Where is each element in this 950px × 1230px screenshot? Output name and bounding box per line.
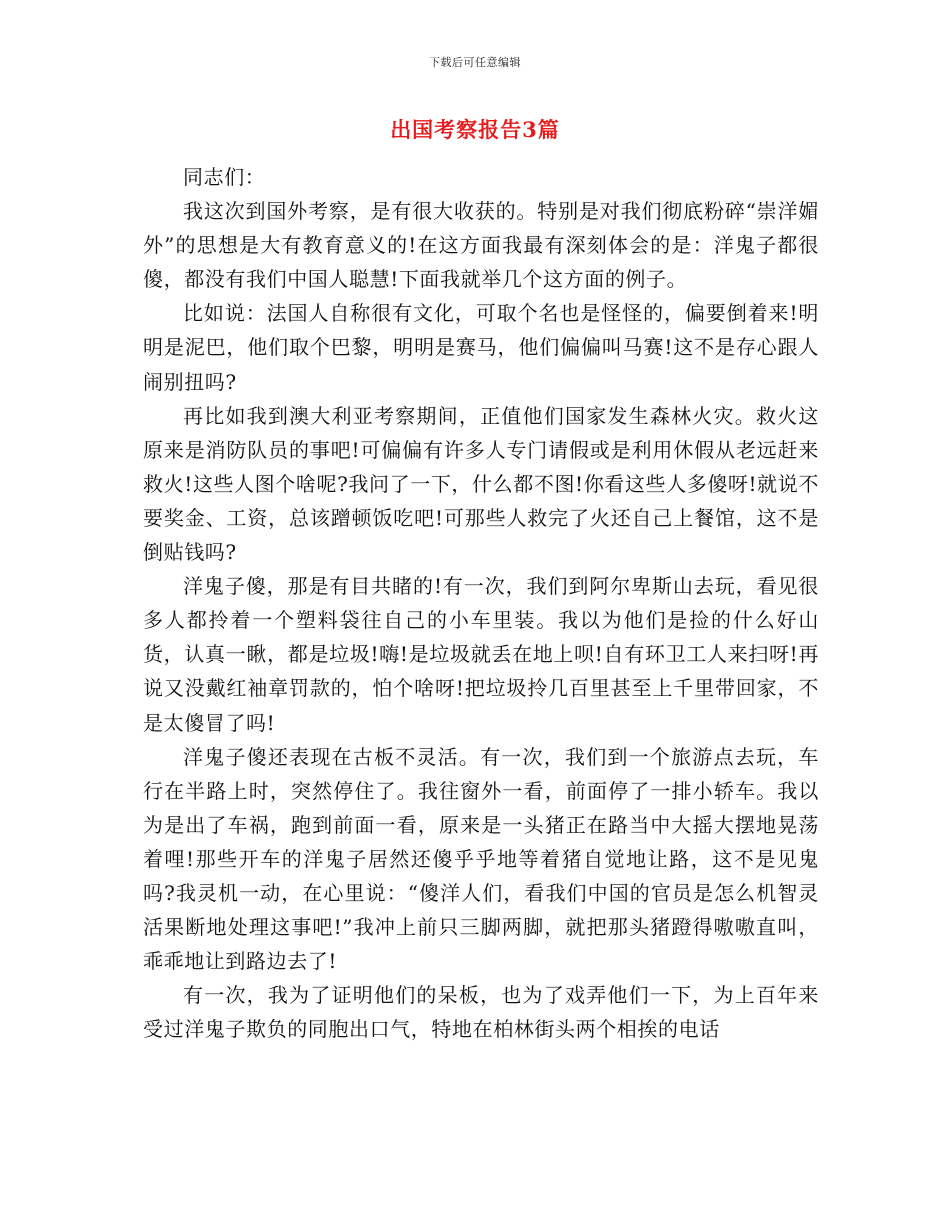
paragraph: 比如说：法国人自称很有文化，可取个名也是怪怪的，偏要倒着来!明明是泥巴，他们取个巴黎，明明是赛马，他们偏偏叫马赛!这不是存心跟人闹别扭吗?: [143, 301, 819, 394]
paragraph: 再比如我到澳大利亚考察期间，正值他们国家发生森林火灾。救火这原来是消防队员的事吧!可偏偏有许多人专门请假或是利用休假从老远赶来救火!这些人图个啥呢?我问了一下，什么都不图!你看这些人多傻呀!就说不要奖金、工资，总该蹭顿饭吃吧!可那些人救完了火还自己上餐馆，这不是倒贴钱吗?: [143, 403, 819, 565]
document-body: [143, 160, 819, 1046]
paragraph: 洋鬼子傻，那是有目共睹的!有一次，我们到阿尔卑斯山去玩，看见很多人都拎着一个塑料袋往自己的小车里装。我以为他们是捡的什么好山货，认真一瞅，都是垃圾!嗨!是垃圾就丢在地上呗!自有环卫工人来扫呀!再说又没戴红袖章罚款的，怕个啥呀!把垃圾拎几百里甚至上千里带回家，不是太傻冒了吗!: [143, 574, 819, 735]
page-header-note: 下载后可任意编辑: [429, 56, 521, 69]
paragraph: 有一次，我为了证明他们的呆板，也为了戏弄他们一下，为上百年来受过洋鬼子欺负的同胞出口气，特地在柏林街头两个相挨的电话: [143, 983, 819, 1042]
greeting: 同志们：: [183, 165, 266, 189]
paragraph: 洋鬼子傻还表现在古板不灵活。有一次，我们到一个旅游点去玩，车行在半路上时，突然停住了。我往窗外一看，前面停了一排小轿车。我以为是出了车祸，跑到前面一看，原来是一头猪正在路当中大摇大摆地晃荡着哩!那些开车的洋鬼子居然还傻乎乎地等着猪自觉地让路，这不是见鬼吗?我灵机一动，在心里说：“傻洋人们，看我们中国的官员是怎么机智灵活果断地处理这事吧!”我冲上前只三脚两脚，就把那头猪蹬得嗷嗷直叫，乖乖地让到路边去了!: [143, 744, 819, 974]
document-title: 出国考察报告3篇: [390, 117, 560, 142]
paragraph: 我这次到国外考察，是有很大收获的。特别是对我们彻底粉碎“崇洋媚外”的思想是大有教育意义的!在这方面我最有深刻体会的是：洋鬼子都很傻，都没有我们中国人聪慧!下面我就举几个这方面的例子。: [143, 199, 819, 292]
